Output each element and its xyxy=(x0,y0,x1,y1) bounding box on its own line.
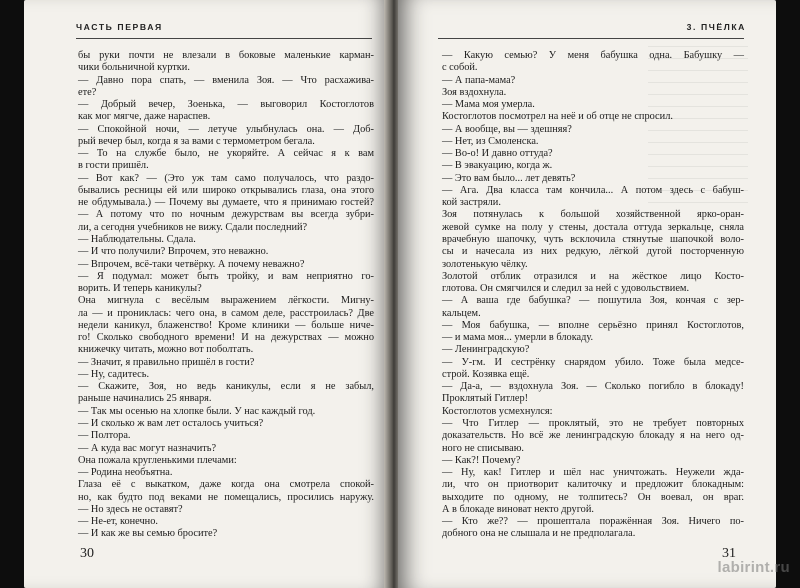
right-page-number: 31 xyxy=(722,546,736,561)
text-line: Проклятый Гитлер! xyxy=(442,393,529,405)
text-line: — Ага. Два класса там кончила... А потом здесь с бабуш- xyxy=(442,184,744,196)
text-line: недели каникул, блаженство! Кроме клиники — больше ниче- xyxy=(78,319,374,331)
text-line: — И что получили? Впрочем, это неважно. xyxy=(78,246,269,258)
text-line: строй. Козявка ещё. xyxy=(442,368,530,380)
scanner-edge-left xyxy=(0,0,24,588)
text-line: — А вообще, вы — здешняя? xyxy=(442,123,572,135)
text-line: — Мама моя умерла. xyxy=(442,99,535,111)
text-line: — Скажите, Зоя, но ведь каникулы, если я не забыл, xyxy=(78,381,374,393)
text-line: — Значит, я правильно пришёл в гости? xyxy=(78,356,255,368)
text-line: — Но здесь не оставят? xyxy=(78,503,183,515)
right-header-rule xyxy=(438,38,744,39)
text-line: в гости пришёл. xyxy=(78,160,149,172)
text-line: но, как будто под веками не помещались, просились наружу. xyxy=(78,491,374,503)
text-line: чики больничной куртки. xyxy=(78,62,190,74)
text-line: — Это вам было... лет девять? xyxy=(442,172,576,184)
text-line: — Полтора. xyxy=(78,430,131,442)
text-line: рый вечер был, когда я за вами с термометром бегала. xyxy=(78,135,315,147)
text-line: золотенькую чёлку. xyxy=(442,258,528,270)
text-line: с собой. xyxy=(442,62,478,74)
text-line: — Нет, из Смоленска. xyxy=(442,135,539,147)
text-line: — Спокойной ночи, — летуче улыбнулась она. — Доб- xyxy=(78,123,374,135)
left-page xyxy=(24,0,388,588)
text-line: — А куда вас могут назначить? xyxy=(78,442,217,454)
text-line: — Вот как? — (Это уж там само получалось, что раздо- xyxy=(78,172,374,184)
text-line: — А потому что по ночным дежурствам вы всегда зубри- xyxy=(78,209,374,221)
text-line: — Ну, садитесь. xyxy=(78,368,150,380)
text-line: как мог мягче, даже нараспев. xyxy=(78,111,211,123)
text-line: — Не-ет, конечно. xyxy=(78,516,158,528)
left-header-rule xyxy=(76,38,372,39)
text-line: Зоя потянулась к большой хозяйственной ярко-оран- xyxy=(442,209,744,221)
text-line: — Какую семью? У меня бабушка одна. Бабушку — xyxy=(442,50,744,61)
text-line: — и мама моя... умерли в блокаду. xyxy=(442,332,594,344)
text-line: — Так мы осенью на хлопке были. У нас каждый год. xyxy=(78,405,316,417)
left-page-number: 30 xyxy=(80,546,94,561)
text-line: ного не списываю. xyxy=(442,442,525,454)
text-line: ворить. И теперь каникулы? xyxy=(78,283,202,295)
left-running-head: ЧАСТЬ ПЕРВАЯ xyxy=(76,22,163,32)
text-line: — В эвакуацию, когда ж. xyxy=(442,160,553,172)
text-line: книжечку читать, можно вот поболтать. xyxy=(78,344,254,356)
text-line: глотова. Он смягчился и следил за ней с удовольствием. xyxy=(442,283,690,295)
text-line: Костоглотов посмотрел на неё и об отце не спросил. xyxy=(442,111,673,123)
text-line: — У-гм. И сестрёнку снарядом убило. Тоже была медсе- xyxy=(442,356,744,368)
text-line: Она пожала кругленькими плечами: xyxy=(78,454,237,466)
text-line: — Добрый вечер, Зоенька, — выговорил Костоглотов xyxy=(78,99,374,111)
text-line: — Наблюдательны. Сдала. xyxy=(78,233,196,245)
left-body-text xyxy=(78,50,374,541)
right-running-head: 3. ПЧЁЛКА xyxy=(686,22,746,32)
text-line: кой застряли. xyxy=(442,197,501,209)
text-line: — Родина необъятна. xyxy=(78,467,173,479)
text-line: бы руки почти не влезали в боковые маленькие карман- xyxy=(78,50,374,61)
text-line: — Ленинградскую? xyxy=(442,344,530,356)
text-line: — Что Гитлер — проклятый, это не требует повторных xyxy=(442,417,744,429)
text-line: — И сколько ж вам лет осталось учиться? xyxy=(78,417,264,429)
text-line: жевой сумке на полу у стены, достала оттуда зеркальце, сняла xyxy=(442,221,744,233)
text-line: — Впрочем, всё-таки четвёрку. А почему неважно? xyxy=(78,258,305,270)
text-line: А в блокаде виноват некто другой. xyxy=(442,503,594,515)
right-body-text xyxy=(442,50,744,541)
text-line: не обдумывала.) — Почему вы думаете, что я принимаю гостей? xyxy=(78,197,374,209)
text-line: — А папа-мама? xyxy=(442,74,516,86)
text-line: сы и начесала из них редкую, лёгкой дугой посторченную xyxy=(442,246,744,258)
text-line: — То на службе было, не укоряйте. А сейчас я к вам xyxy=(78,148,374,160)
text-line: бывались ресницы ей или широко открывались глаза, она этого xyxy=(78,184,374,196)
text-line: врачебную шапочку, чуть всклочила стянутые шапочкой воло- xyxy=(442,233,744,245)
text-line: го! Сколько свободного времени! И на дежурствах — можно xyxy=(78,332,374,344)
text-line: — Моя бабушка, — вполне серьёзно принял Костоглотов, xyxy=(442,319,744,331)
text-line: ли, а сегодня учебников не вижу. Сдали последний? xyxy=(78,221,308,233)
text-line: — Как?! Почему? xyxy=(442,454,521,466)
text-line: — Да-а, — вздохнула Зоя. — Сколько погибло в блокаду! xyxy=(442,381,744,393)
text-line: ла — и прониклась: чего она, в самом деле, расстроилась? Две xyxy=(78,307,374,319)
text-line: доказательств. Но всё же ленинградскую блокаду я на него од- xyxy=(442,430,744,442)
text-line: Золотой отблик отразился и на жёсткое лицо Косто- xyxy=(442,270,744,282)
scanner-edge-right xyxy=(776,0,800,588)
text-line: — Ну, как! Гитлер и шёл нас уничтожать. Неужели жда- xyxy=(442,467,744,479)
watermark: labirint.ru xyxy=(717,559,790,576)
text-line: Костоглотов усмехнулся: xyxy=(442,405,553,417)
text-line: выходите по одному, не толпитесь? Он воевал, он враг. xyxy=(442,491,744,503)
text-line: Она мигнула с весёлым выражением лёгкости. Мигну- xyxy=(78,295,374,307)
text-line: ли, что он приотворит калиточку и предложит блокадным: xyxy=(442,479,744,491)
text-line: — А ваша где бабушка? — пошутила Зоя, кончая с зер- xyxy=(442,295,744,307)
text-line: раньше начинались 25 января. xyxy=(78,393,212,405)
text-line: добного она не слышала и не предполагала. xyxy=(442,528,636,540)
text-line: — Во-о! И давно оттуда? xyxy=(442,148,553,160)
text-line: кальцем. xyxy=(442,307,481,319)
text-line: — И как же вы семью бросите? xyxy=(78,528,218,540)
text-line: ете? xyxy=(78,86,97,98)
text-line: — Давно пора спать, — вменила Зоя. — Что расхажива- xyxy=(78,74,374,86)
text-line: — Кто же?? — прошептала поражённая Зоя. Ничего по- xyxy=(442,516,744,528)
text-line: — Я подумал: может быть тройку, и вам неприятно го- xyxy=(78,270,374,282)
text-line: Зоя вздохнула. xyxy=(442,86,507,98)
text-line: Глаза её с выкатком, даже когда она смотрела спокой- xyxy=(78,479,374,491)
right-page xyxy=(398,0,776,588)
